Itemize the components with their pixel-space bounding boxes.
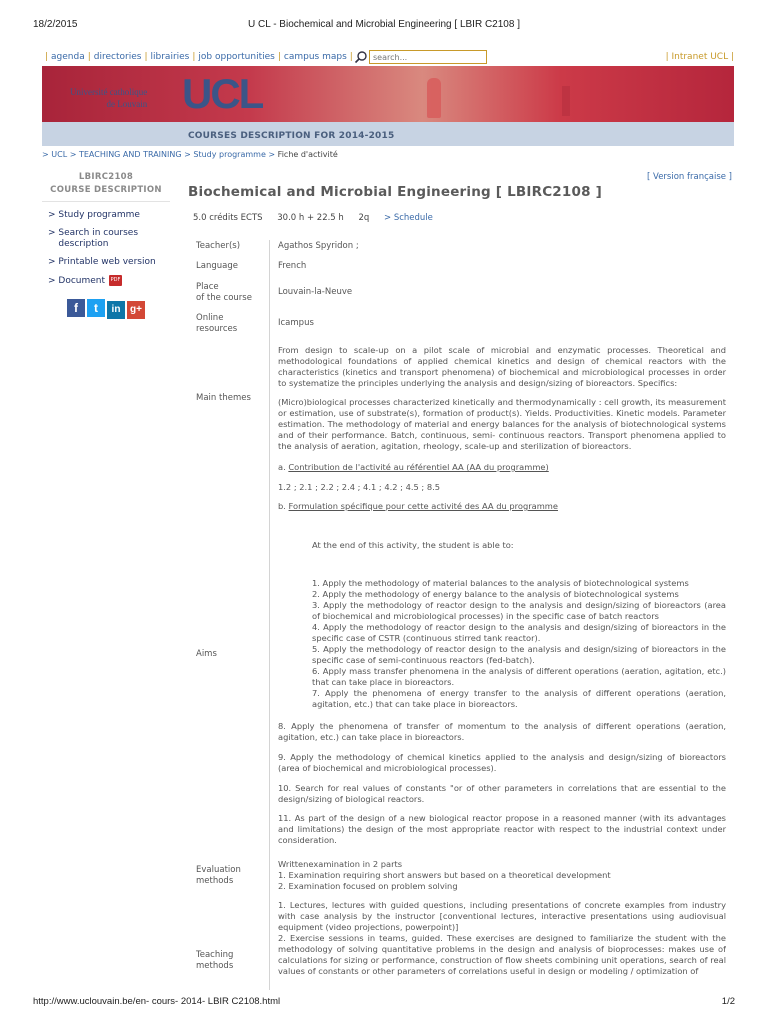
- version-francaise-link[interactable]: [ Version française ]: [647, 172, 732, 182]
- aims-a-link[interactable]: Contribution de l'activité au référentiel AA (AA du programme): [288, 462, 549, 472]
- sidebar-divider: [42, 201, 170, 202]
- column-divider: [269, 240, 270, 990]
- top-nav: [42, 50, 734, 66]
- aims-b-link[interactable]: Formulation spécifique pour cette activité des AA du programme: [288, 501, 558, 511]
- header-banner: [42, 66, 734, 146]
- evaluation-line: Writtenexamination in 2 parts: [278, 859, 403, 869]
- search-icon[interactable]: [354, 50, 368, 64]
- google-plus-icon[interactable]: g+: [127, 301, 145, 319]
- breadcrumb-teaching[interactable]: TEACHING AND TRAINING: [78, 150, 182, 159]
- aims-item-11: 11. As part of the design of a new biological reactor propose in a reasoned manner (with its advantages and limitations) the design of the most appropriate reactor with respect to the industrial context under consideration.: [278, 813, 726, 845]
- aims-list-item: 6. Apply mass transfer phenomena in the analysis of different operations (aeration, agitation, etc.) that can take place in bioreactors.: [312, 666, 726, 687]
- teaching-methods-label: Teaching methods: [196, 950, 234, 971]
- aims-label: Aims: [196, 649, 217, 659]
- university-name[interactable]: Université catholique de Louvain: [70, 87, 148, 109]
- hours: 30.0 h + 22.5 h: [277, 213, 344, 223]
- top-nav-links: | agenda | directories | librairies | job opportunities | campus maps |: [45, 52, 353, 62]
- course-meta: [193, 213, 433, 223]
- intranet-link[interactable]: Intranet UCL: [671, 52, 729, 62]
- aims-list-item: 5. Apply the methodology of reactor design to the analysis and design/sizing of bioreactors in the specific case of semi-continuous reactors (fed-batch).: [312, 644, 726, 665]
- sidebar: [42, 172, 170, 294]
- nav-link-campus-maps[interactable]: campus maps: [283, 52, 347, 62]
- teacher-value: Agathos Spyridon ;: [278, 241, 359, 251]
- banner-figure: [427, 78, 441, 118]
- nav-link-job-opportunities[interactable]: job opportunities: [198, 52, 275, 62]
- print-url: http://www.uclouvain.be/en- cours- 2014- LBIR C2108.html: [33, 996, 281, 1007]
- aims-item-9: 9. Apply the methodology of chemical kinetics applied to the analysis and design/sizing of bioreactors (area of biochemical and microbiological processes).: [278, 752, 726, 773]
- place-label: Place of the course: [196, 282, 252, 303]
- search-input[interactable]: [369, 50, 487, 64]
- nav-link-librairies[interactable]: librairies: [150, 52, 190, 62]
- main-themes-p1: From design to scale-up on a pilot scale of microbial and enzymatic processes. Theoretical and methodological foundations of applied chemical kinetics and design of chemical reactors with the characteristics (kinetics and transport phenomena) of biochemical and microbiological processes in order to systematize the principles underlying the analysis and design/sizing of bioreactors. Specifics:: [278, 345, 726, 388]
- nav-link-agenda[interactable]: agenda: [51, 52, 85, 62]
- schedule-link[interactable]: > Schedule: [384, 213, 433, 223]
- intranet-link-wrap: | Intranet UCL |: [665, 52, 734, 62]
- evaluation-line: 2. Examination focused on problem solving: [278, 881, 458, 891]
- language-label: Language: [196, 261, 238, 271]
- aims-item-8: 8. Apply the phenomena of transfer of momentum to the analysis of different operations (aeration, agitation, etc.) can take place in bioreactors.: [278, 721, 726, 742]
- facebook-icon[interactable]: f: [67, 299, 85, 317]
- aims-intro: At the end of this activity, the student is able to:: [312, 540, 514, 550]
- linkedin-icon[interactable]: in: [107, 301, 125, 319]
- page-title: Biochemical and Microbial Engineering [ LBIRC2108 ]: [188, 184, 602, 200]
- course-code: LBIRC2108: [78, 172, 134, 182]
- ucl-logo[interactable]: UCL: [182, 70, 263, 117]
- pdf-icon: PDF: [109, 275, 122, 286]
- teacher-label: Teacher(s): [196, 241, 241, 251]
- aims-list-item: 2. Apply the methodology of energy balance to the analysis of biotechnological systems: [312, 589, 679, 599]
- nav-link-directories[interactable]: directories: [93, 52, 142, 62]
- credits: 5.0 crédits ECTS: [193, 213, 263, 223]
- courses-description-heading: COURSES DESCRIPTION FOR 2014-2015: [188, 131, 395, 141]
- teaching-methods: [278, 900, 726, 982]
- sidebar-subtitle: COURSE DESCRIPTION: [50, 185, 162, 195]
- online-resources-value: Icampus: [278, 318, 314, 328]
- twitter-icon[interactable]: t: [87, 299, 105, 317]
- evaluation-label: Evaluation methods: [196, 865, 241, 886]
- aims-list-item: 7. Apply the phenomena of energy transfer to the analysis of different operations (aeration, agitation, etc.) that can take place in bioreactors.: [312, 688, 726, 709]
- breadcrumb-current: Fiche d'activité: [277, 150, 338, 159]
- sidebar-item-study-programme[interactable]: > Study programme: [48, 210, 140, 220]
- evaluation-methods: [278, 859, 726, 892]
- aims-item-10: 10. Search for real values of constants "or of other parameters in correlations that are essential to the design/sizing of biological reactors.: [278, 783, 726, 804]
- online-resources-label: Online resources: [196, 313, 238, 334]
- quadrimester: 2q: [358, 213, 370, 223]
- aims-codes: 1.2 ; 2.1 ; 2.2 ; 2.4 ; 4.1 ; 4.2 ; 4.5 ; 8.5: [278, 482, 441, 492]
- aims-list-item: 4. Apply the methodology of reactor design to the analysis and design/sizing of bioreactors in the specific case of CSTR (continuous stirred tank reactor).: [312, 622, 726, 643]
- place-value: Louvain-la-Neuve: [278, 287, 353, 297]
- social-links: [67, 297, 147, 317]
- main-themes-p2: (Micro)biological processes characterized kinetically and thermodynamically : cell growth, its measurement or estimation, use of substrate(s), formation of product(s). Yields. Productivities. Kinetic models. Parameter estimation. The methodology of material and energy balances for the analysis of biotechnological systems and of their performance. Batch, continuous, semi- continuous reactors. Transport phenomena applied to the analysis of aeration, agitation, rheology, scale-up and sterilization of bioreactors.: [278, 397, 726, 451]
- sidebar-item-search-courses[interactable]: > Search in courses description: [48, 228, 139, 249]
- aims-list-item: 1. Apply the methodology of material balances to the analysis of biotechnological systems: [312, 578, 689, 588]
- print-header: [0, 0, 768, 40]
- breadcrumb-study-programme[interactable]: Study programme: [193, 150, 266, 159]
- banner-figure-2: [562, 86, 570, 116]
- teaching-line: 2. Exercise sessions in teams, guided. These exercises are designed to familiarize the student with the methodology of solving quantitative problems in the design and analysis of bioprocesses: makes use of calculations for sizing or performance, construction of flow sheets combining unit operations, search of real values of constants or other parameters of correlations useful in design or modeling / optimization of: [278, 933, 726, 976]
- sidebar-item-document[interactable]: > Document PDF: [48, 276, 121, 286]
- aims-b: b. Formulation spécifique pour cette activité des AA du programme: [278, 501, 558, 511]
- language-value: French: [278, 261, 307, 271]
- breadcrumb-ucl[interactable]: UCL: [51, 150, 68, 159]
- search-box: [354, 50, 487, 64]
- evaluation-line: 1. Examination requiring short answers but based on a theoretical development: [278, 870, 611, 880]
- main-themes-label: Main themes: [196, 393, 251, 403]
- print-footer: [0, 994, 768, 1024]
- print-page-number: 1/2: [721, 996, 735, 1007]
- aims-list-item: 3. Apply the methodology of reactor design to the analysis and design/sizing of bioreactors (area of biochemical and microbiological processes) in the specific case of batch reactors: [312, 600, 726, 621]
- teaching-line: 1. Lectures, lectures with guided questions, including presentations of concrete examples from industry with case analysis by the instructor [conventional lectures, interactive presentations using audiovisual equipment (video projections, powerpoint)]: [278, 900, 726, 932]
- breadcrumb: > UCL > TEACHING AND TRAINING > Study programme > Fiche d'activité: [42, 150, 338, 159]
- aims-list: [312, 578, 726, 710]
- print-date: 18/2/2015: [33, 19, 78, 30]
- sidebar-item-printable-version[interactable]: > Printable web version: [48, 257, 156, 267]
- aims-a: a. Contribution de l'activité au référentiel AA (AA du programme): [278, 462, 549, 472]
- print-title: U CL - Biochemical and Microbial Engineering [ LBIR C2108 ]: [248, 19, 520, 30]
